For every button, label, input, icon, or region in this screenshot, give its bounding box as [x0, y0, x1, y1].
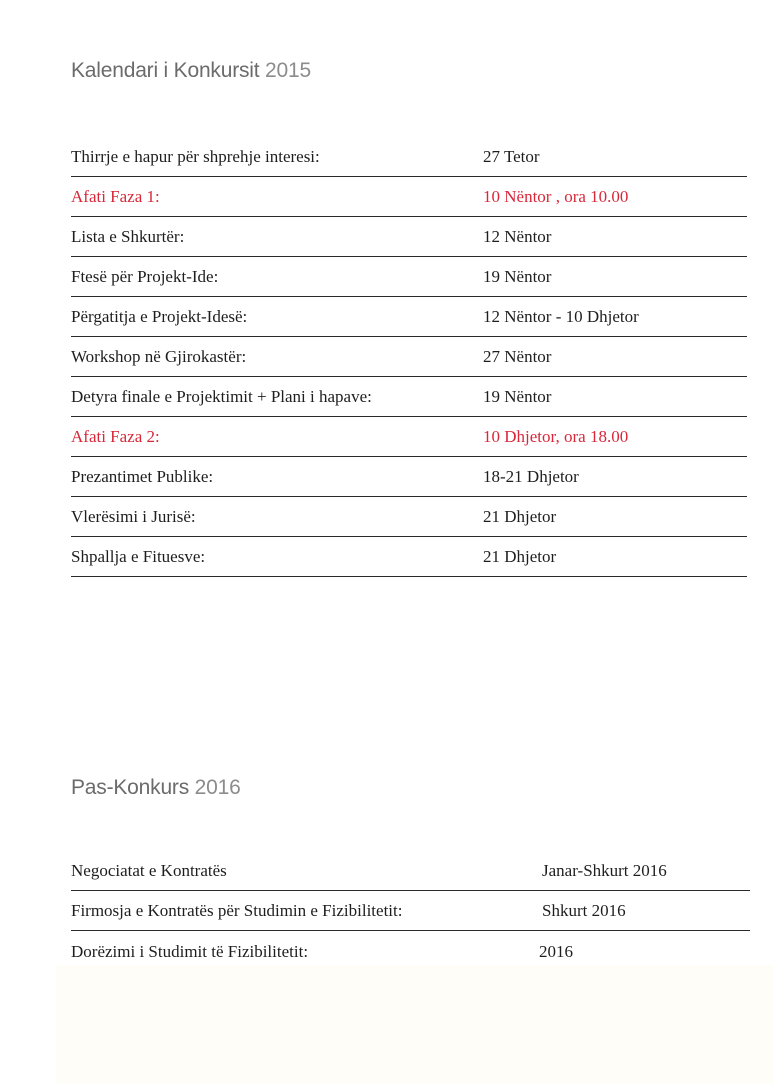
row-value: 12 Nëntor [483, 227, 552, 246]
row-label: Dorëzimi i Studimit të Fizibilitetit: [71, 942, 309, 961]
table-row [71, 931, 750, 971]
row-label: Përgatitja e Projekt-Idesë: [71, 307, 248, 326]
row-value: 10 Dhjetor, ora 18.00 [483, 427, 629, 446]
calendar-title: Kalendari i Konkursit [71, 59, 260, 82]
row-value: Janar-Shkurt 2016 [542, 861, 667, 880]
row-value: 21 Dhjetor [483, 547, 557, 566]
post-contest-year: 2016 [194, 776, 241, 799]
table-row [71, 537, 747, 577]
row-label: Shpallja e Fituesve: [71, 547, 206, 566]
row-value: 19 Nëntor [483, 387, 552, 406]
row-label: Lista e Shkurtër: [71, 227, 185, 246]
table-row [71, 217, 747, 257]
table-row-deadline-phase-2 [71, 417, 747, 457]
table-row [71, 891, 750, 931]
post-contest-table [71, 851, 750, 971]
row-label: Afati Faza 1: [71, 187, 160, 206]
row-value: 18-21 Dhjetor [483, 467, 579, 486]
calendar-table [71, 137, 747, 577]
row-label: Prezantimet Publike: [71, 467, 214, 486]
row-label: Thirrje e hapur për shprehje interesi: [71, 147, 320, 166]
background-panel [56, 965, 774, 1084]
row-label: Negociatat e Kontratës [71, 861, 227, 880]
table-row [71, 497, 747, 537]
table-row [71, 377, 747, 417]
calendar-year: 2015 [265, 59, 311, 82]
post-contest-heading [71, 776, 241, 800]
calendar-heading [71, 59, 311, 83]
row-label: Afati Faza 2: [71, 427, 160, 446]
row-label: Detyra finale e Projektimit + Plani i hapave: [71, 387, 372, 406]
row-value: 10 Nëntor , ora 10.00 [483, 187, 629, 206]
row-value: 19 Nëntor [483, 267, 552, 286]
table-row-deadline-phase-1 [71, 177, 747, 217]
row-value: 21 Dhjetor [483, 507, 557, 526]
row-value: Shkurt 2016 [542, 901, 626, 920]
table-row [71, 297, 747, 337]
post-contest-title: Pas-Konkurs [71, 776, 190, 799]
row-value: 2016 [539, 942, 573, 961]
table-row [71, 337, 747, 377]
table-row [71, 257, 747, 297]
row-label: Workshop në Gjirokastër: [71, 347, 247, 366]
row-label: Vlerësimi i Jurisë: [71, 507, 196, 526]
table-row [71, 851, 750, 891]
row-label: Firmosja e Kontratës për Studimin e Fizibilitetit: [71, 901, 403, 920]
row-value: 12 Nëntor - 10 Dhjetor [483, 307, 639, 326]
table-row [71, 457, 747, 497]
row-value: 27 Tetor [483, 147, 540, 166]
table-row [71, 137, 747, 177]
row-value: 27 Nëntor [483, 347, 552, 366]
row-label: Ftesë për Projekt-Ide: [71, 267, 219, 286]
